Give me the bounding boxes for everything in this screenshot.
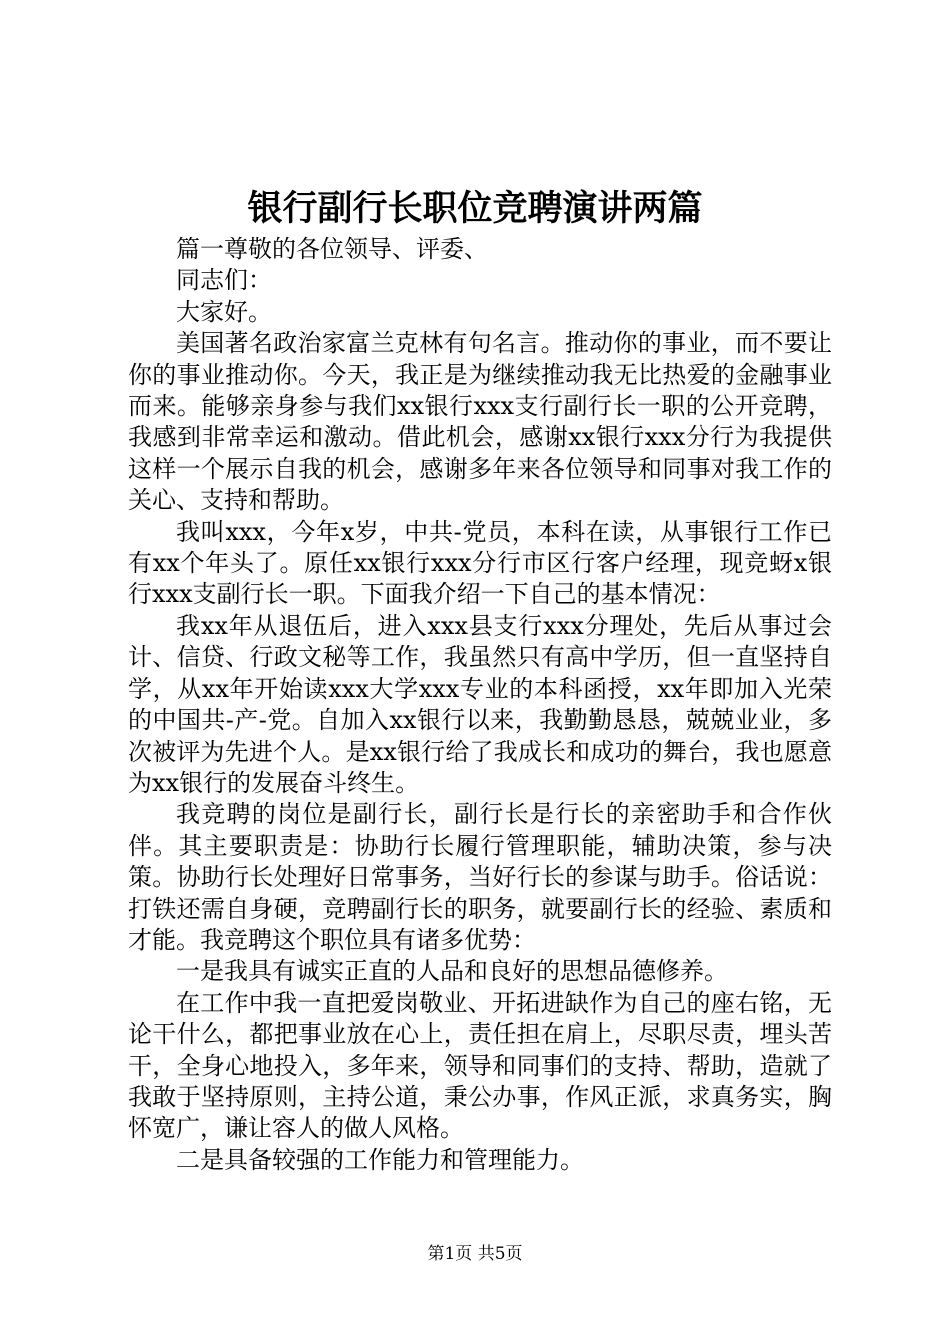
paragraph: 一是我具有诚实正直的人品和良好的思想品德修养。	[176, 957, 728, 986]
paragraph: 美国著名政治家富兰克林有句名言。推动你的事业，而不要让你的事业推动你。今天，我正是为继续推动我无比热爱的金融事业而来。能够亲身参与我们xx银行xxx支行副行长一职的公开竞聘，我感到非常幸运和激动。借此机会，感谢xx银行xxx分行为我提供这样一个展示自我的机会，感谢多年来各位领导和同事对我工作的关心、支持和帮助。	[128, 329, 832, 515]
paragraph: 同志们：	[176, 266, 272, 295]
paragraph: 我竞聘的岗位是副行长，副行长是行长的亲密助手和合作伙伴。其主要职责是：协助行长履行管理职能，辅助决策，参与决策。协助行长处理好日常事务，当好行长的参谋与助手。俗话说：打铁还需自身硬，竞聘副行长的职务，就要副行长的经验、素质和才能。我竞聘这个职位具有诸多优势：	[128, 800, 832, 954]
document-title: 银行副行长职位竞聘演讲两篇	[247, 188, 703, 229]
paragraph: 篇一尊敬的各位领导、评委、	[176, 235, 488, 263]
paragraph: 二是具备较强的工作能力和管理能力。	[176, 1145, 584, 1174]
paragraph: 我xx年从退伍后，进入xxx县支行xxx分理处，先后从事过会计、信贷、行政文秘等工作，我虽然只有高中学历，但一直坚持自学，从xx年开始读xxx大学xxx专业的本科函授，xx年即加入光荣的中国共-产-党。自加入xx银行以来，我勤勤恳恳，兢兢业业，多次被评为先进个人。是xx银行给了我成长和成功的舞台，我也愿意为xx银行的发展奋斗终生。	[128, 611, 832, 797]
paragraph: 我叫xxx，今年x岁，中共-党员，本科在读，从事银行工作已有xx个年头了。原任xx银行xxx分行市区行客户经理，现竞蚜x银行xxx支副行长一职。下面我介绍一下自己的基本情况：	[128, 517, 832, 609]
paragraph: 大家好。	[176, 297, 272, 326]
page-footer: 第1页 共5页	[427, 1244, 523, 1264]
document-body	[128, 234, 832, 1176]
paragraph: 在工作中我一直把爱岗敬业、开拓进缺作为自己的座右铭，无论干什么，都把事业放在心上，责任担在肩上，尽职尽责，埋头苦干，全身心地投入，多年来，领导和同事们的支持、帮助，造就了我敢于坚持原则，主持公道，秉公办事，作风正派，求真务实，胸怀宽广，谦让容人的做人风格。	[128, 988, 832, 1143]
